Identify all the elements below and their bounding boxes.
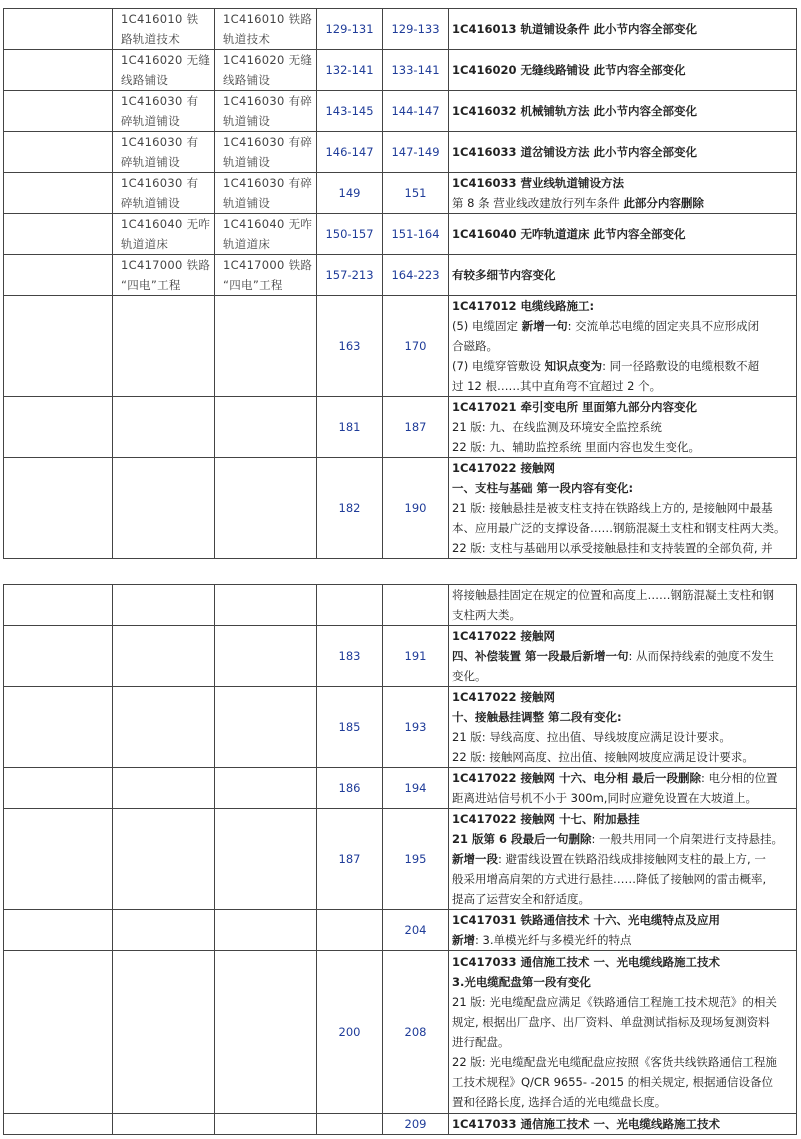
- table-row: [4, 173, 797, 214]
- section-21-cell: [113, 132, 215, 173]
- plain-text: 支柱两大类。: [452, 608, 521, 622]
- change-description-cell: [449, 296, 797, 397]
- section-22-cell: [215, 585, 317, 626]
- plain-text: 本、应用最广泛的支撑设备……钢筋混凝土支柱和钢支柱两大类。: [452, 521, 786, 535]
- emphasis-text: 1C416033 营业线轨道铺设方法: [452, 176, 624, 190]
- emphasis-text: 新增一句: [521, 319, 568, 333]
- blank-cell: [4, 255, 113, 296]
- description-line: [452, 1092, 793, 1112]
- emphasis-text: 1C416032 机械铺轨方法 此小节内容全部变化: [452, 104, 697, 118]
- description-line: [452, 707, 793, 727]
- change-description-cell: [449, 132, 797, 173]
- description-line: [452, 1072, 793, 1092]
- description-line: [452, 316, 793, 336]
- emphasis-text: 1C417022 接触网: [452, 629, 555, 643]
- plain-text: : 3.单模光纤与多模光纤的特点: [475, 933, 632, 947]
- description-line: [452, 518, 793, 538]
- page-22-cell: 151-164: [383, 214, 449, 255]
- section-22-text: 轨道技术: [223, 32, 271, 46]
- plain-text: (5) 电缆固定: [452, 319, 522, 333]
- emphasis-text: 1C417021 牵引变电所 里面第九部分内容变化: [452, 400, 697, 414]
- emphasis-text: 1C417022 接触网 十六、电分相 最后一段删除: [452, 771, 701, 785]
- change-description-cell: [449, 1114, 797, 1135]
- page-22-cell: 164-223: [383, 255, 449, 296]
- emphasis-text: 1C417012 电缆线路施工:: [452, 299, 595, 313]
- section-22-text: 1C416020 无缝: [223, 53, 313, 67]
- change-description-cell: [449, 91, 797, 132]
- description-line: [452, 626, 793, 646]
- section-22-text: 1C416030 有碎: [223, 176, 313, 190]
- page-21-cell: 150-157: [317, 214, 383, 255]
- section-21-text: 1C416040 无咋: [121, 217, 211, 231]
- description-line: [452, 605, 793, 625]
- description-line: [452, 19, 793, 39]
- description-line: [452, 1012, 793, 1032]
- plain-text: 进行配盘。: [452, 1035, 510, 1049]
- description-line: [452, 224, 793, 244]
- page-22-cell: 191: [383, 626, 449, 687]
- emphasis-text: 1C417031 铁路通信技术 十六、光电缆特点及应用: [452, 913, 720, 927]
- change-description-cell: [449, 951, 797, 1114]
- change-description-cell: [449, 809, 797, 910]
- page-22-cell: 193: [383, 687, 449, 768]
- section-21-cell: [113, 910, 215, 951]
- section-22-cell: [215, 50, 317, 91]
- plain-text: 22 版: 光电缆配盘光电缆配盘应按照《客货共线铁路通信工程施: [452, 1055, 777, 1069]
- plain-text: 般采用增高肩架的方式进行悬挂……降低了接触网的雷击概率,: [452, 872, 767, 886]
- section-21-text: 1C416020 无缝: [121, 53, 211, 67]
- plain-text: 21 版: 导线高度、拉出值、导线坡度应满足设计要求。: [452, 730, 731, 744]
- section-22-cell: [215, 91, 317, 132]
- plain-text: : 同一径路敷设的电缆根数不超: [602, 359, 760, 373]
- description-line: [452, 458, 793, 478]
- section-21-cell: [113, 397, 215, 458]
- page-22-cell: 144-147: [383, 91, 449, 132]
- section-21-cell: [113, 214, 215, 255]
- change-description-cell: [449, 910, 797, 951]
- description-line: [452, 1032, 793, 1052]
- table-row: [4, 397, 797, 458]
- description-line: [452, 849, 793, 869]
- table-row: [4, 255, 797, 296]
- section-22-cell: [215, 132, 317, 173]
- section-21-cell: [113, 255, 215, 296]
- table-row: [4, 809, 797, 910]
- description-line: [452, 727, 793, 747]
- emphasis-text: 1C417033 通信施工技术 一、光电缆线路施工技术: [452, 955, 720, 969]
- description-line: [452, 768, 793, 788]
- section-21-text: 碎轨道铺设: [121, 155, 180, 169]
- page-21-cell: 185: [317, 687, 383, 768]
- section-21-cell: [113, 626, 215, 687]
- section-22-text: 1C416030 有碎: [223, 135, 313, 149]
- section-21-text: 路轨道技术: [121, 32, 180, 46]
- section-21-cell: [113, 585, 215, 626]
- plain-text: : 交流单芯电缆的固定夹具不应形成闭: [567, 319, 760, 333]
- table-row: [4, 626, 797, 687]
- plain-text: (7) 电缆穿管敷设: [452, 359, 545, 373]
- description-line: [452, 747, 793, 767]
- plain-text: 21 版: 光电缆配盘应满足《铁路通信工程施工技术规范》的相关: [452, 995, 777, 1009]
- section-21-cell: [113, 1114, 215, 1135]
- description-line: [452, 173, 793, 193]
- description-line: [452, 437, 793, 457]
- section-22-cell: [215, 626, 317, 687]
- emphasis-text: 1C416020 无缝线路铺设 此节内容全部变化: [452, 63, 686, 77]
- description-line: [452, 992, 793, 1012]
- blank-cell: [4, 458, 113, 559]
- blank-cell: [4, 585, 113, 626]
- plain-text: 距离进站信号机不小于 300m,同时应避免设置在大坡道上。: [452, 791, 757, 805]
- table-row: [4, 214, 797, 255]
- section-21-text: 1C416030 有: [121, 94, 199, 108]
- plain-text: 工技术规程》Q/CR 9655- -2015 的相关规定, 根据通信设备位: [452, 1075, 774, 1089]
- blank-cell: [4, 809, 113, 910]
- change-table-bottom-body: [4, 585, 797, 1135]
- page-22-cell: 195: [383, 809, 449, 910]
- section-21-text: 碎轨道铺设: [121, 196, 180, 210]
- section-21-text: 1C416030 有: [121, 176, 199, 190]
- section-21-text: 线路铺设: [121, 73, 169, 87]
- page-22-cell: 204: [383, 910, 449, 951]
- emphasis-text: 新增: [452, 933, 475, 947]
- section-22-text: 轨道道床: [223, 237, 271, 251]
- table-row: [4, 768, 797, 809]
- blank-cell: [4, 91, 113, 132]
- section-22-cell: [215, 458, 317, 559]
- emphasis-text: 知识点变为: [544, 359, 603, 373]
- plain-text: 置和径路长度, 选择合适的光电缆盘长度。: [452, 1095, 667, 1109]
- blank-cell: [4, 132, 113, 173]
- table-row: [4, 458, 797, 559]
- description-line: [452, 193, 793, 213]
- description-line: [452, 498, 793, 518]
- change-description-cell: [449, 255, 797, 296]
- plain-text: 第 8 条 营业线改建放行列车条件: [452, 196, 624, 210]
- change-description-cell: [449, 585, 797, 626]
- description-line: [452, 478, 793, 498]
- change-table-bottom: [3, 584, 797, 1135]
- page-21-cell: 146-147: [317, 132, 383, 173]
- table-row: [4, 9, 797, 50]
- section-22-text: 轨道铺设: [223, 114, 271, 128]
- description-line: [452, 869, 793, 889]
- page-21-cell: 157-213: [317, 255, 383, 296]
- section-21-cell: [113, 768, 215, 809]
- section-21-cell: [113, 296, 215, 397]
- blank-cell: [4, 687, 113, 768]
- description-line: [452, 60, 793, 80]
- page-22-cell: 209: [383, 1114, 449, 1135]
- description-line: [452, 336, 793, 356]
- blank-cell: [4, 9, 113, 50]
- blank-cell: [4, 296, 113, 397]
- plain-text: 22 版: 支柱与基础用以承受接触悬挂和支持装置的全部负荷, 并: [452, 541, 773, 555]
- description-line: [452, 972, 793, 992]
- page-21-cell: 143-145: [317, 91, 383, 132]
- description-line: [452, 356, 793, 376]
- emphasis-text: 1C417022 接触网: [452, 690, 555, 704]
- plain-text: 提高了运营安全和舒适度。: [452, 892, 590, 906]
- description-line: [452, 296, 793, 316]
- section-22-cell: [215, 397, 317, 458]
- blank-cell: [4, 214, 113, 255]
- change-description-cell: [449, 173, 797, 214]
- description-line: [452, 585, 793, 605]
- plain-text: : 电分相的位置: [700, 771, 778, 785]
- page-21-cell: 186: [317, 768, 383, 809]
- emphasis-text: 1C416013 轨道铺设条件 此小节内容全部变化: [452, 22, 697, 36]
- description-line: [452, 788, 793, 808]
- table-row: [4, 1114, 797, 1135]
- blank-cell: [4, 768, 113, 809]
- page-22-cell: 129-133: [383, 9, 449, 50]
- section-22-text: 1C417000 铁路: [223, 258, 313, 272]
- section-22-cell: [215, 910, 317, 951]
- section-22-cell: [215, 255, 317, 296]
- page-22-cell: 208: [383, 951, 449, 1114]
- description-line: [452, 930, 793, 950]
- section-21-cell: [113, 9, 215, 50]
- section-21-cell: [113, 687, 215, 768]
- emphasis-text: 有较多细节内容变化: [452, 268, 556, 282]
- table-row: [4, 91, 797, 132]
- page-21-cell: 181: [317, 397, 383, 458]
- plain-text: 22 版: 九、辅助监控系统 里面内容也发生变化。: [452, 440, 700, 454]
- section-21-cell: [113, 458, 215, 559]
- change-table-top-body: [4, 9, 797, 559]
- description-line: [452, 910, 793, 930]
- change-description-cell: [449, 397, 797, 458]
- description-line: [452, 809, 793, 829]
- plain-text: 将接触悬挂固定在规定的位置和高度上……钢筋混凝土支柱和钢: [452, 588, 774, 602]
- description-line: [452, 829, 793, 849]
- section-22-text: 1C416040 无咋: [223, 217, 313, 231]
- page-21-cell: 132-141: [317, 50, 383, 91]
- page-22-cell: 187: [383, 397, 449, 458]
- table-row: [4, 910, 797, 951]
- section-21-cell: [113, 951, 215, 1114]
- page-22-cell: [383, 585, 449, 626]
- description-line: [452, 889, 793, 909]
- section-22-cell: [215, 1114, 317, 1135]
- description-line: [452, 687, 793, 707]
- section-22-text: 线路铺设: [223, 73, 271, 87]
- table-row: [4, 296, 797, 397]
- section-21-text: 1C416030 有: [121, 135, 199, 149]
- plain-text: 规定, 根据出厂盘序、出厂资料、单盘测试指标及现场复测资料: [452, 1015, 770, 1029]
- section-22-text: “四电”工程: [223, 278, 283, 292]
- description-line: [452, 142, 793, 162]
- change-description-cell: [449, 768, 797, 809]
- blank-cell: [4, 951, 113, 1114]
- page-22-cell: 190: [383, 458, 449, 559]
- page-22-cell: 151: [383, 173, 449, 214]
- page-21-cell: [317, 585, 383, 626]
- emphasis-text: 1C416033 道岔铺设方法 此小节内容全部变化: [452, 145, 697, 159]
- section-21-text: 碎轨道铺设: [121, 114, 180, 128]
- emphasis-text: 1C416040 无咋轨道道床 此节内容全部变化: [452, 227, 686, 241]
- description-line: [452, 1052, 793, 1072]
- plain-text: 21 版: 接触悬挂是被支柱支持在铁路线上方的, 是接触网中最基: [452, 501, 773, 515]
- section-21-text: 1C416010 铁: [121, 12, 199, 26]
- section-22-cell: [215, 9, 317, 50]
- description-line: [452, 666, 793, 686]
- emphasis-text: 新增一段: [452, 852, 498, 866]
- section-22-cell: [215, 173, 317, 214]
- blank-cell: [4, 1114, 113, 1135]
- description-line: [452, 538, 793, 558]
- plain-text: 变化。: [452, 669, 487, 683]
- page-21-cell: 149: [317, 173, 383, 214]
- blank-cell: [4, 397, 113, 458]
- table-row: [4, 132, 797, 173]
- plain-text: : 避雷线设置在铁路沿线成排接触网支柱的最上方, 一: [498, 852, 766, 866]
- section-22-text: 1C416030 有碎: [223, 94, 313, 108]
- section-22-cell: [215, 687, 317, 768]
- table-row: [4, 951, 797, 1114]
- blank-cell: [4, 626, 113, 687]
- description-line: [452, 101, 793, 121]
- plain-text: 过 12 根……其中直角弯不宜超过 2 个。: [452, 379, 662, 393]
- table-row: [4, 50, 797, 91]
- plain-text: 合磁路。: [452, 339, 498, 353]
- description-line: [452, 1114, 793, 1134]
- change-table-top: [3, 8, 797, 559]
- description-line: [452, 265, 793, 285]
- section-22-text: 轨道铺设: [223, 155, 271, 169]
- emphasis-text: 21 版第 6 段最后一句删除: [452, 832, 592, 846]
- page-22-cell: 194: [383, 768, 449, 809]
- blank-cell: [4, 910, 113, 951]
- plain-text: : 从而保持线索的弛度不发生: [628, 649, 775, 663]
- plain-text: : 一般共用同一个肩架进行支持悬挂。: [591, 832, 784, 846]
- page-22-cell: 147-149: [383, 132, 449, 173]
- emphasis-text: 1C417022 接触网: [452, 461, 555, 475]
- section-22-cell: [215, 214, 317, 255]
- emphasis-text: 十、接触悬挂调整 第二段有变化:: [452, 710, 622, 724]
- section-21-cell: [113, 173, 215, 214]
- table-row: [4, 687, 797, 768]
- section-21-text: “四电”工程: [121, 278, 181, 292]
- page-21-cell: 200: [317, 951, 383, 1114]
- section-22-cell: [215, 768, 317, 809]
- blank-cell: [4, 173, 113, 214]
- change-description-cell: [449, 626, 797, 687]
- section-21-cell: [113, 50, 215, 91]
- section-22-cell: [215, 951, 317, 1114]
- emphasis-text: 1C417022 接触网 十七、附加悬挂: [452, 812, 640, 826]
- emphasis-text: 1C417033 通信施工技术 一、光电缆线路施工技术: [452, 1117, 720, 1131]
- plain-text: 22 版: 接触网高度、拉出值、接触网坡度应满足设计要求。: [452, 750, 754, 764]
- section-22-cell: [215, 809, 317, 910]
- blank-cell: [4, 50, 113, 91]
- section-21-text: 1C417000 铁路: [121, 258, 211, 272]
- section-22-cell: [215, 296, 317, 397]
- change-description-cell: [449, 214, 797, 255]
- page-21-cell: 129-131: [317, 9, 383, 50]
- plain-text: 21 版: 九、在线监测及环境安全监控系统: [452, 420, 662, 434]
- description-line: [452, 646, 793, 666]
- page-21-cell: 163: [317, 296, 383, 397]
- change-description-cell: [449, 458, 797, 559]
- change-description-cell: [449, 687, 797, 768]
- page-21-cell: 183: [317, 626, 383, 687]
- description-line: [452, 417, 793, 437]
- page-22-cell: 133-141: [383, 50, 449, 91]
- page-21-cell: 182: [317, 458, 383, 559]
- page-21-cell: [317, 910, 383, 951]
- emphasis-text: 3.光电缆配盘第一段有变化: [452, 975, 591, 989]
- page-21-cell: 187: [317, 809, 383, 910]
- change-description-cell: [449, 50, 797, 91]
- change-description-cell: [449, 9, 797, 50]
- section-21-cell: [113, 809, 215, 910]
- emphasis-text: 一、支柱与基础 第一段内容有变化:: [452, 481, 634, 495]
- page-21-cell: [317, 1114, 383, 1135]
- description-line: [452, 952, 793, 972]
- table-row: [4, 585, 797, 626]
- section-21-text: 轨道道床: [121, 237, 169, 251]
- description-line: [452, 397, 793, 417]
- emphasis-text: 此部分内容删除: [623, 196, 704, 210]
- emphasis-text: 四、补偿装置 第一段最后新增一句: [452, 649, 629, 663]
- section-21-cell: [113, 91, 215, 132]
- section-22-text: 1C416010 铁路: [223, 12, 313, 26]
- section-22-text: 轨道铺设: [223, 196, 271, 210]
- page-22-cell: 170: [383, 296, 449, 397]
- description-line: [452, 376, 793, 396]
